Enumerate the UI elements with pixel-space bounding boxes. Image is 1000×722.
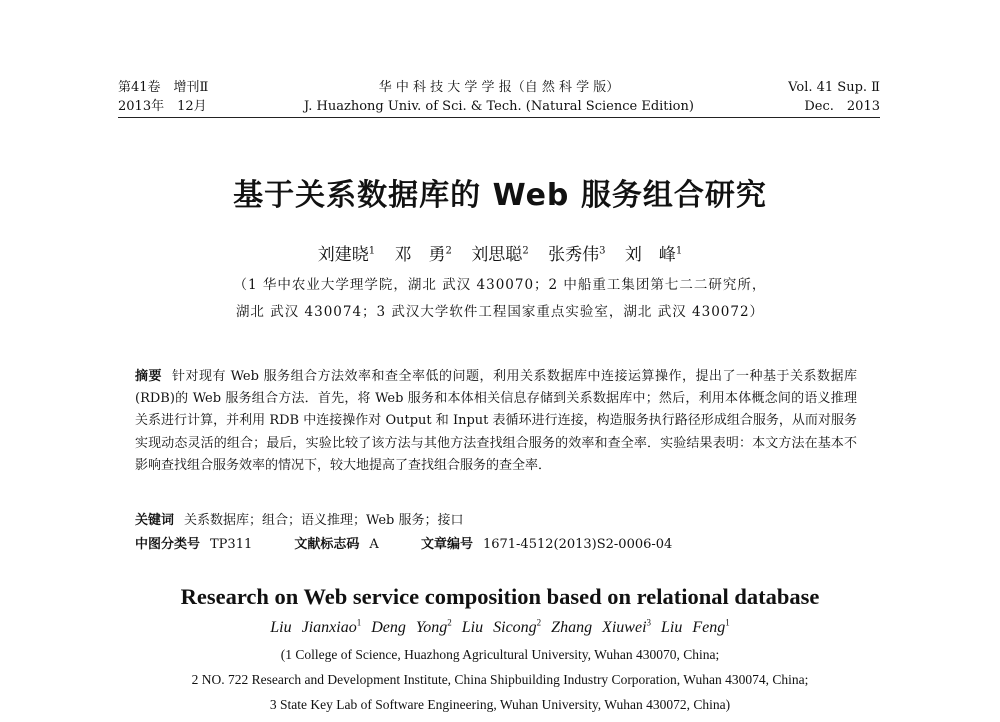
header-right <box>788 78 880 116</box>
author-cn: 张秀伟$^3$ <box>548 245 606 265</box>
affiliation-cn <box>0 272 1000 326</box>
journal-name-cn: 华 中 科 技 大 学 学 报（自 然 科 学 版） <box>378 80 620 95</box>
date-cn: 2013年 12月 <box>118 99 207 114</box>
authors-cn <box>0 240 1000 265</box>
author-en: Liu Feng$^1$ <box>661 618 730 637</box>
title-en: Research on Web service composition based on relational database <box>180 584 820 609</box>
author-cn: 刘思聪$^2$ <box>471 245 529 265</box>
doc-code-label: 文献标志码 <box>294 537 360 552</box>
affiliation-en-line: 2 NO. 722 Research and Development Institute, China Shipbuilding Industry Corporation, Wuhan 430074, China; <box>191 672 809 687</box>
doc-code-value: A <box>369 537 379 552</box>
affiliation-en-line: 3 State Key Lab of Software Engineering, Wuhan University, Wuhan 430072, China) <box>269 697 731 712</box>
classification <box>135 535 672 555</box>
title-cn: 基于关系数据库的 Web 服务组合研究 <box>233 178 767 213</box>
journal-header <box>118 78 880 116</box>
abstract-label: 摘要 <box>135 369 162 384</box>
author-cn: 刘建晓$^1$ <box>317 245 376 265</box>
author-en: Liu Sicong$^2$ <box>461 618 542 637</box>
affiliation-en <box>0 642 1000 717</box>
affiliation-en-line: (1 College of Science, Huazhong Agricultural University, Wuhan 430070, China; <box>280 647 720 662</box>
keywords-label: 关键词 <box>135 513 175 528</box>
article-number-label: 文章编号 <box>420 537 473 552</box>
author-cn: 刘 峰$^1$ <box>624 245 683 265</box>
author-en: Liu Jianxiao$^1$ <box>270 618 362 637</box>
abstract-text: 针对现有 Web 服务组合方法效率和查全率低的问题，利用关系数据库中连接运算操作，提出了一种基于关系数据库(RDB)的 Web 服务组合方法．首先，将 Web 服务和本体相关信息存储到关系数据库中；然后，利用本体概念间的语义推理关系进行计算，并利用 RDB 中连接操作对 Output 和 Input 表循环进行连接，构造服务执行路径形成组合服务，从而对服务实现动态灵活的组合；最后，实验比较了该方法与其他方法查找组合服务的效率和查全率．实验结果表明：本文方法在基本不影响查找组合服务效率的情况下，较大地提高了查找组合服务的查全率． <box>135 369 857 473</box>
author-en: Deng Yong$^2$ <box>371 618 452 637</box>
header-center <box>118 78 880 116</box>
keywords-text: 关系数据库；组合；语义推理；Web 服务；接口 <box>184 513 464 528</box>
clc-label: 中图分类号 <box>135 537 201 552</box>
authors-en <box>0 618 1000 637</box>
volume-cn: 第41卷 增刊Ⅱ <box>118 80 209 95</box>
keywords <box>135 511 463 531</box>
affiliation-cn-line: （1 华中农业大学理学院，湖北 武汉 430070；2 中船重工集团第七二二研究所， <box>233 277 767 293</box>
clc-value: TP311 <box>210 537 253 552</box>
author-cn: 邓 勇$^2$ <box>394 245 452 265</box>
abstract <box>135 366 857 477</box>
volume-en: Vol. 41 Sup. Ⅱ <box>788 80 880 95</box>
date-en: Dec. 2013 <box>804 99 880 114</box>
article-number-value: 1671-4512(2013)S2-0006-04 <box>482 537 673 552</box>
affiliation-cn-line: 湖北 武汉 430074；3 武汉大学软件工程国家重点实验室，湖北 武汉 430072） <box>235 304 765 320</box>
header-rule <box>118 117 880 118</box>
author-en: Zhang Xiuwei$^3$ <box>551 618 652 637</box>
journal-name-en: J. Huazhong Univ. of Sci. & Tech. (Natural Science Edition) <box>304 99 694 114</box>
